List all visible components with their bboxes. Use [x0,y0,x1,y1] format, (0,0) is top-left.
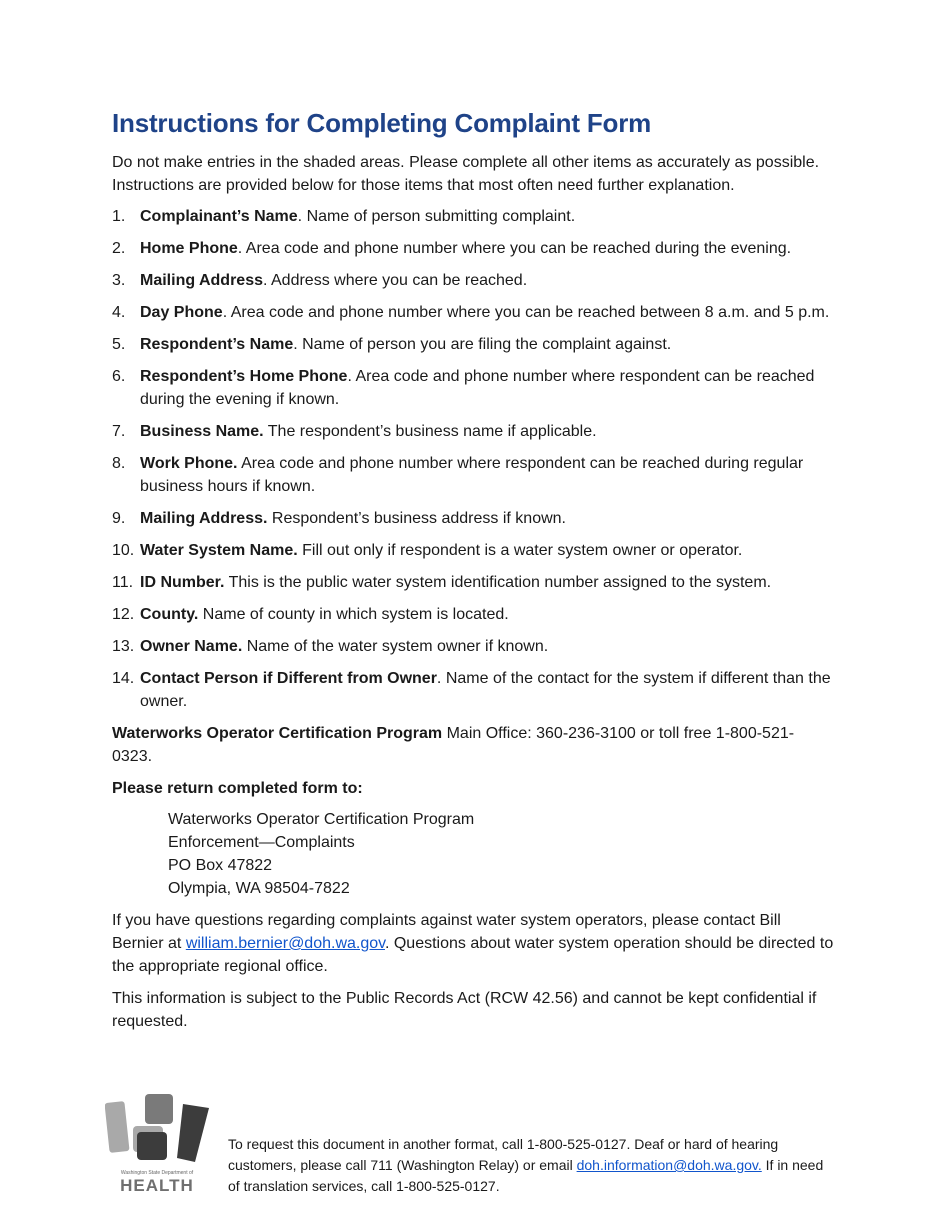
item-number: 13. [112,638,135,655]
item-term: County. [140,606,199,623]
item-number: 14. [112,670,135,687]
item-text: . Address where you can be reached. [262,272,528,289]
item-text: Name of the water system owner if known. [242,638,549,655]
item-term: Complainant’s Name [140,208,298,225]
footer-text: To request this document in another format, call 1-800-525-0127. Deaf or hard of hearing customers, please call 711 (Washington Relay) or email [228,1136,779,1173]
item-text: . Name of person you are filing the complaint against. [293,336,672,353]
footer [105,1090,845,1200]
list-item [112,333,834,356]
item-term: ID Number. [140,574,225,591]
address-line: Olympia, WA 98504-7822 [168,880,350,897]
program-contact [112,722,834,768]
logo-wordmark: HEALTH [120,1176,194,1195]
list-item [112,539,834,562]
list-item [112,635,834,658]
item-text: The respondent’s business name if applicable. [263,423,597,440]
mailing-address-block [168,808,834,900]
list-item [112,603,834,626]
list-item [112,452,834,498]
program-phone-text: Main Office: 360-236-3100 or toll free 1-800-521-0323. [112,725,795,765]
list-item [112,237,834,260]
footer-text-end: If in need of translation services, call 1-800-525-0127. [228,1157,824,1194]
item-text: Fill out only if respondent is a water system owner or operator. [297,542,743,559]
return-label: Please return completed form to: [112,780,363,797]
page-title: Instructions for Completing Complaint Form [112,108,652,138]
questions-text-end: . Questions about water system operation should be directed to the appropriate regional office. [112,935,834,975]
item-number: 8. [112,455,126,472]
doh-logo-mark [105,1090,215,1172]
item-number: 11. [112,574,134,591]
item-number: 3. [112,272,126,289]
item-term: Respondent’s Name [140,336,294,353]
list-item [112,667,834,713]
program-name: Waterworks Operator Certification Program [112,725,443,742]
item-text: . Area code and phone number where respondent can be reached during the evening if known. [140,368,815,408]
item-term: Day Phone [140,304,223,321]
item-text: . Area code and phone number where you can be reached during the evening. [237,240,792,257]
list-item [112,365,834,411]
item-number: 6. [112,368,126,385]
item-term: Mailing Address [140,272,263,289]
item-number: 4. [112,304,126,321]
address-line: Waterworks Operator Certification Program [168,811,475,828]
item-term: Contact Person if Different from Owner [140,670,437,687]
item-text: . Area code and phone number where you can be reached between 8 a.m. and 5 p.m. [222,304,830,321]
item-term: Water System Name. [140,542,298,559]
item-number: 10. [112,542,135,559]
accessibility-notice [228,1134,838,1197]
address-line: Enforcement—Complaints [168,834,355,851]
list-item [112,571,834,594]
item-number: 1. [112,208,126,225]
list-item [112,205,834,228]
item-term: Business Name. [140,423,264,440]
list-item [112,507,834,530]
address-line: PO Box 47822 [168,857,273,874]
item-number: 9. [112,510,126,527]
item-number: 7. [112,423,126,440]
item-text: Respondent’s business address if known. [267,510,566,527]
logo-caption: Washington State Department of [120,1170,194,1176]
item-text: Name of county in which system is located. [198,606,509,623]
item-number: 5. [112,336,126,353]
item-term: Owner Name. [140,638,243,655]
instruction-list [112,205,834,713]
doh-logo [105,1090,215,1200]
item-text: . Name of person submitting complaint. [297,208,576,225]
item-term: Home Phone [140,240,238,257]
document-page [112,108,834,1033]
item-term: Mailing Address. [140,510,268,527]
questions-paragraph [112,909,834,978]
records-notice: This information is subject to the Public Records Act (RCW 42.56) and cannot be kept confidential if requested. [112,990,817,1030]
list-item [112,301,834,324]
contact-email-link[interactable]: william.bernier@doh.wa.gov [185,935,385,952]
intro-paragraph: Do not make entries in the shaded areas. Please complete all other items as accurately as possible. Instructions are provided below for those items that most often need further explanation. [112,154,820,194]
item-number: 12. [112,606,135,623]
item-text: This is the public water system identification number assigned to the system. [224,574,772,591]
list-item [112,269,834,292]
item-number: 2. [112,240,126,257]
item-text: . Name of the contact for the system if different than the owner. [140,670,831,710]
questions-text: If you have questions regarding complaints against water system operators, please contact Bill Bernier at [112,912,781,952]
info-email-link[interactable]: doh.information@doh.wa.gov. [576,1157,762,1173]
list-item [112,420,834,443]
item-text: Area code and phone number where respondent can be reached during regular business hours if known. [140,455,804,495]
item-term: Work Phone. [140,455,238,472]
item-term: Respondent’s Home Phone [140,368,348,385]
